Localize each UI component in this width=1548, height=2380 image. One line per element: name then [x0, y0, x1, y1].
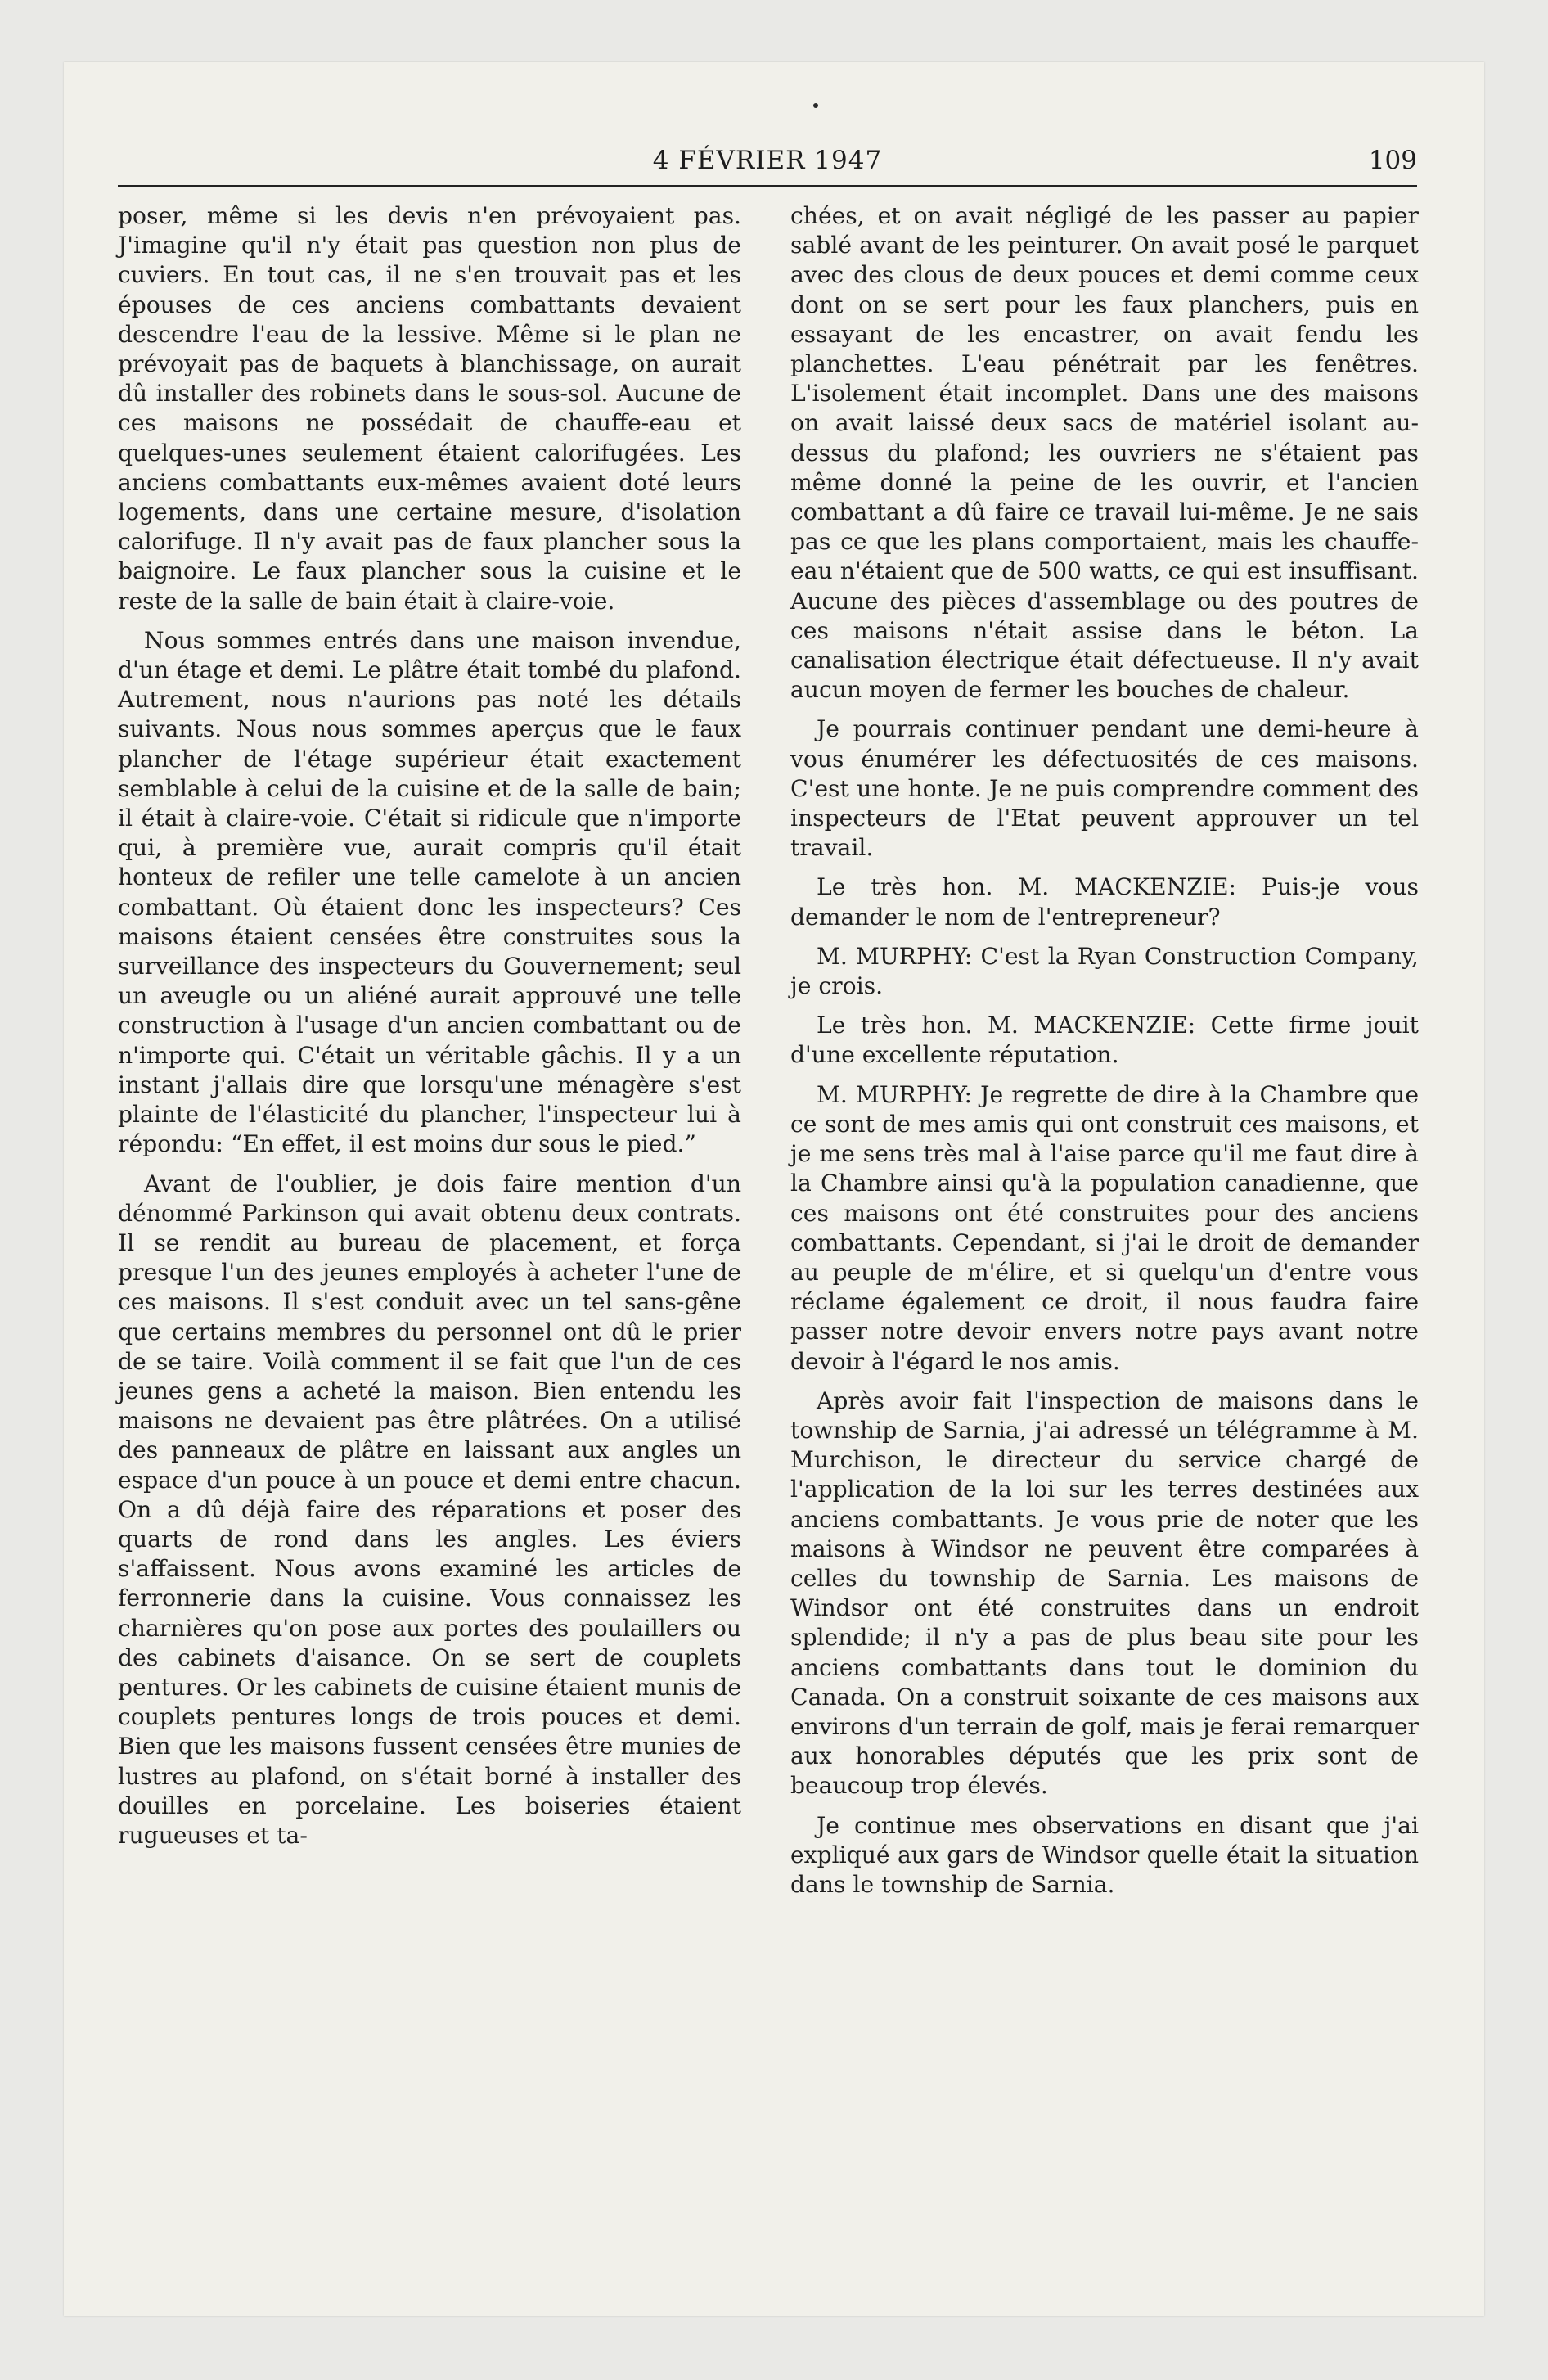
page-number: 109: [1368, 146, 1417, 175]
paragraph: Je continue mes observations en disant que j'ai expliqué aux gars de Windsor quelle était la situation dans le township de Sarnia.: [790, 1811, 1419, 1898]
paragraph: Nous sommes entrés dans une maison invendue, d'un étage et demi. Le plâtre était tombé du plafond. Autrement, nous n'aurions pas noté les détails suivants. Nous nous sommes aperçus que le faux plancher de l'étage supérieur était exactement semblable à celui de la cuisine et de la salle de bain; il était à claire-voie. C'était si ridicule que n'importe qui, à première vue, aurait compris qu'il était honteux de refiler une telle camelote à un ancien combattant. Où étaient donc les inspecteurs? Ces maisons étaient censées être construites sous la surveillance des inspecteurs du Gouvernement; seul un aveugle ou un aliéné aurait approuvé une telle construction à l'usage d'un ancien combattant ou de n'importe qui. C'était un véritable gâchis. Il y a un instant j'allais dire que lorsqu'une ménagère s'est plainte de l'élasticité du plancher, l'inspecteur lui à répondu: “En effet, il est moins dur sous le pied.”: [118, 626, 741, 1158]
paragraph: chées, et on avait négligé de les passer au papier sablé avant de les peinturer. On avait posé le parquet avec des clous de deux pouces et demi comme ceux dont on se sert pour les faux planchers, puis en essayant de les encastrer, on avait fendu les planchettes. L'eau pénétrait par les fenêtres. L'isolement était incomplet. Dans une des maisons on avait laissé deux sacs de matériel isolant au-dessus du plafond; les ouvriers ne s'étaient pas même donné la peine de les ouvrir, et l'ancien combattant a dû faire ce travail lui-même. Je ne sais pas ce que les plans comportaient, mais les chauffe-eau n'étaient que de 500 watts, ce qui est insuffisant. Aucune des pièces d'assemblage ou des poutres de ces maisons n'était assise dans le béton. La canalisation électrique était défectueuse. Il n'y avait aucun moyen de fermer les bouches de chaleur.: [790, 202, 1419, 704]
paragraph: poser, même si les devis n'en prévoyaient pas. J'imagine qu'il n'y était pas question non plus de cuviers. En tout cas, il ne s'en trouvait pas et les épouses de ces anciens combattants devaient descendre l'eau de la lessive. Même si le plan ne prévoyait pas de baquets à blanchissage, on aurait dû installer des robinets dans le sous-sol. Aucune de ces maisons ne possédait de chauffe-eau et quelques-unes seulement étaient calorifugées. Les anciens combattants eux-mêmes avaient doté leurs logements, dans une certaine mesure, d'isolation calorifuge. Il n'y avait pas de faux plancher sous la baignoire. Le faux plancher sous la cuisine et le reste de la salle de bain était à claire-voie.: [118, 202, 741, 615]
header-date: 4 FÉVRIER 1947: [652, 146, 883, 175]
ink-dot: [813, 103, 818, 108]
speaker-paragraph: Le très hon. M. MACKENZIE: Puis-je vous demander le nom de l'entrepreneur?: [790, 873, 1419, 931]
speaker-paragraph: Le très hon. M. MACKENZIE: Cette firme jouit d'une excellente réputation.: [790, 1012, 1419, 1069]
page-header: [118, 144, 1417, 187]
speaker-paragraph: M. MURPHY: Je regrette de dire à la Chambre que ce sont de mes amis qui ont construit ces maisons, et je me sens très mal à l'aise parce qu'il me faut dire à la Chambre ainsi qu'à la population canadienne, que ces maisons ont été construites pour des anciens combattants. Cependant, si j'ai le droit de demander au peuple de m'élire, et si quelqu'un d'entre vous réclame également ce droit, il nous faudra faire passer notre devoir envers notre pays avant notre devoir à l'égard le nos amis.: [790, 1080, 1419, 1375]
paragraph: Avant de l'oublier, je dois faire mention d'un dénommé Parkinson qui avait obtenu deux contrats. Il se rendit au bureau de placement, et força presque l'un des jeunes employés à acheter l'une de ces maisons. Il s'est conduit avec un tel sans-gêne que certains membres du personnel ont dû le prier de se taire. Voilà comment il se fait que l'un de ces jeunes gens a acheté la maison. Bien entendu les maisons ne devaient pas être plâtrées. On a utilisé des panneaux de plâtre en laissant aux angles un espace d'un pouce à un pouce et demi entre chacun. On a dû déjà faire des réparations et poser des quarts de rond dans les angles. Les éviers s'affaissent. Nous avons examiné les articles de ferronnerie dans la cuisine. Vous connaissez les charnières qu'on pose aux portes des poulaillers ou des cabinets d'aisance. On se sert de couplets pentures. Or les cabinets de cuisine étaient munis de couplets pentures longs de trois pouces et demi. Bien que les maisons fussent censées être munies de lustres au plafond, on s'était borné à installer des douilles en porcelaine. Les boiseries étaient rugueuses et ta-: [118, 1170, 741, 1849]
right-column: [790, 201, 1419, 1909]
speaker-paragraph: M. MURPHY: C'est la Ryan Construction Company, je crois.: [790, 942, 1419, 1000]
left-column: [118, 201, 741, 1860]
paragraph: Je pourrais continuer pendant une demi-heure à vous énumérer les défectuosités de ces maisons. C'est une honte. Je ne puis comprendre comment des inspecteurs de l'Etat peuvent approuver un tel travail.: [790, 715, 1419, 862]
paragraph: Après avoir fait l'inspection de maisons dans le township de Sarnia, j'ai adressé un télégramme à M. Murchison, le directeur du service chargé de l'application de la loi sur les terres destinées aux anciens combattants. Je vous prie de noter que les maisons à Windsor ne peuvent être comparées à celles du township de Sarnia. Les maisons de Windsor ont été construites dans un endroit splendide; il n'y a pas de plus beau site pour les anciens combattants dans tout le dominion du Canada. On a construit soixante de ces maisons aux environs d'un terrain de golf, mais je ferai remarquer aux honorables députés que les prix sont de beaucoup trop élevés.: [790, 1386, 1419, 1800]
document-page: [64, 62, 1484, 2316]
